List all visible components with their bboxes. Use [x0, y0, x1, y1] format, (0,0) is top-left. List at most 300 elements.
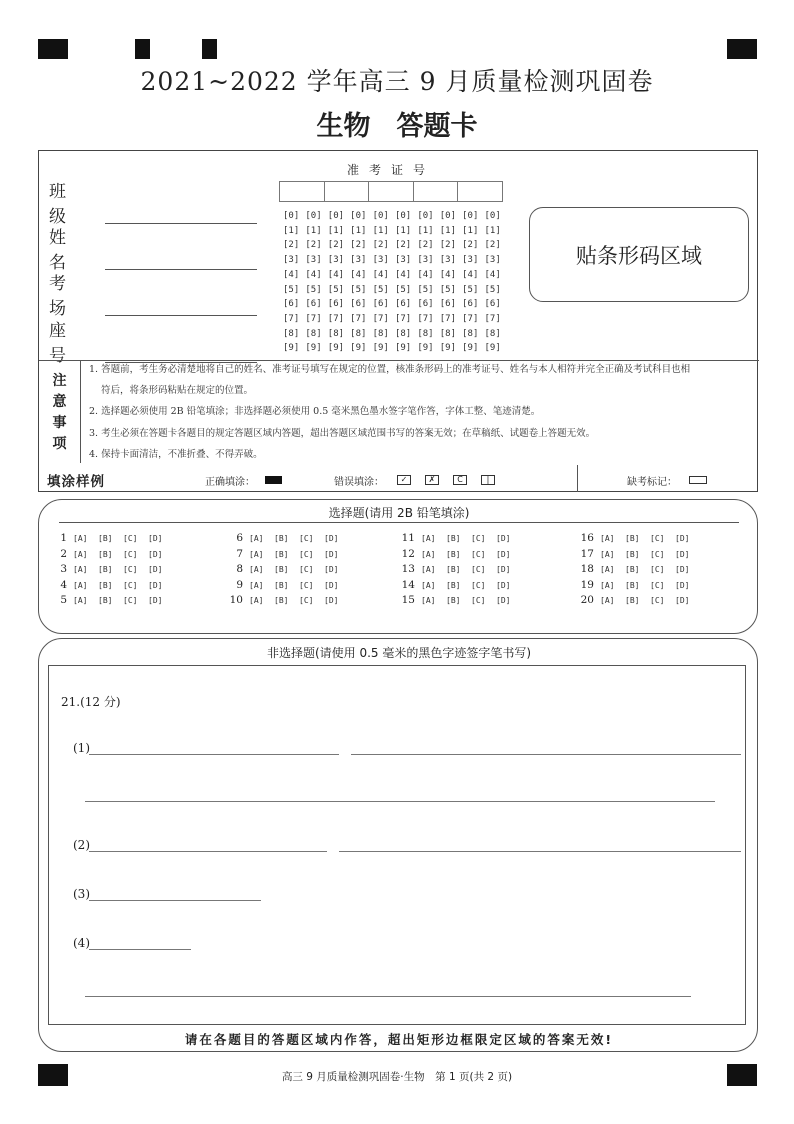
digit-bubble[interactable]: [4] — [283, 269, 300, 280]
name-label: 姓 名 — [49, 228, 87, 273]
digit-bubble[interactable]: [2] — [484, 240, 501, 251]
multiple-choice-title: 选择题(请用 2B 铅笔填涂) — [328, 506, 470, 520]
answer-bubble[interactable]: [B] — [98, 565, 113, 574]
digit-bubble[interactable]: [7] — [327, 313, 345, 324]
digit-bubble[interactable]: [3] — [484, 255, 501, 266]
answer-bubble[interactable]: [B] — [98, 596, 113, 605]
digit-bubble[interactable]: [8] — [372, 328, 389, 339]
question-number: 12 — [401, 547, 415, 560]
digit-bubble[interactable]: [9] — [394, 343, 412, 354]
digit-bubble[interactable]: [5] — [462, 284, 479, 295]
notice-item-4: 4. 保持卡面清洁，不准折叠、不得弄破。 — [89, 449, 263, 460]
answer-bubble[interactable]: [C] — [650, 565, 665, 574]
digit-bubble[interactable]: [4] — [462, 269, 479, 280]
digit-bubble[interactable]: [4] — [484, 269, 501, 280]
digit-bubble[interactable]: [3] — [327, 255, 345, 266]
digit-bubble[interactable]: [3] — [350, 255, 367, 266]
digit-row — [283, 238, 507, 253]
mc-question-row — [576, 593, 700, 609]
digit-bubble[interactable]: [5] — [283, 284, 300, 295]
ticket-cell[interactable] — [369, 182, 414, 201]
question-number: 10 — [229, 594, 243, 606]
digit-bubble[interactable]: [9] — [439, 343, 456, 354]
digit-bubble[interactable]: [2] — [394, 240, 412, 251]
digit-bubble[interactable]: [6] — [305, 299, 322, 310]
wrong-fill-partial: C — [453, 475, 467, 485]
digit-bubble[interactable]: [7] — [462, 313, 479, 324]
digit-bubble[interactable]: [2] — [350, 240, 367, 251]
digit-bubble[interactable]: [0] — [283, 211, 300, 221]
digit-bubble[interactable]: [8] — [439, 328, 456, 339]
question-number: 7 — [236, 547, 243, 560]
divider — [39, 360, 759, 361]
question-number: 13 — [401, 563, 415, 575]
mc-question-row — [397, 531, 521, 547]
answer-bubble[interactable]: [D] — [324, 580, 339, 590]
mc-question-row — [49, 593, 173, 609]
digit-bubble[interactable]: [5] — [484, 284, 501, 295]
multiple-choice-section — [38, 499, 758, 634]
digit-bubble[interactable]: [7] — [439, 313, 456, 324]
mc-question-row — [225, 547, 349, 563]
answer-bubble[interactable]: [C] — [123, 580, 138, 590]
digit-row — [283, 209, 507, 224]
digit-row — [283, 341, 507, 356]
digit-row — [283, 312, 507, 327]
answer-bubble[interactable]: [D] — [148, 565, 163, 574]
student-info-section — [38, 150, 758, 492]
mc-column-4 — [576, 531, 700, 609]
answer-bubble[interactable]: [B] — [98, 580, 113, 590]
digit-row — [283, 327, 507, 342]
page-footer: 高三 9 月质量检测巩固卷·生物 第 1 页(共 2 页) — [281, 1071, 513, 1083]
digit-bubble[interactable]: [0] — [462, 211, 479, 221]
ticket-cell[interactable] — [458, 182, 502, 201]
digit-bubble[interactable]: [3] — [305, 255, 322, 266]
mc-question-row — [225, 578, 349, 594]
answer-bubble[interactable]: [C] — [123, 565, 138, 574]
question-number: 9 — [236, 578, 243, 591]
answer-line[interactable] — [339, 851, 741, 852]
answer-bubble[interactable]: [B] — [446, 565, 461, 574]
part-1-label: (1) — [73, 741, 90, 755]
answer-bubble[interactable]: [D] — [496, 549, 511, 559]
answer-bubble[interactable]: [B] — [446, 596, 461, 605]
answer-line[interactable] — [89, 949, 191, 950]
answer-bubble[interactable]: [B] — [625, 565, 640, 574]
question-number: 5 — [60, 594, 67, 606]
digit-bubble[interactable]: [6] — [484, 299, 501, 310]
digit-row — [283, 253, 507, 268]
digit-bubble[interactable]: [1] — [372, 225, 389, 236]
notice-item-1: 1. 答题前，考生务必清楚地将自己的姓名、准考证号填写在规定的位置，核准条形码上的准考证号、姓名与本人相符并完全正确及考试科目也相 — [89, 364, 691, 375]
answer-bubble[interactable]: [D] — [675, 549, 690, 559]
answer-bubble[interactable]: [A] — [73, 549, 88, 559]
answer-bubble[interactable]: [C] — [123, 596, 138, 605]
digit-bubble[interactable]: [6] — [283, 299, 300, 310]
mc-question-row — [576, 547, 700, 563]
notice-label-char: 注 — [52, 373, 67, 389]
wrong-fill-check: ✓ — [397, 475, 411, 485]
answer-line[interactable] — [85, 801, 715, 802]
digit-bubble[interactable]: [6] — [394, 299, 412, 310]
answer-bubble[interactable]: [A] — [249, 596, 264, 605]
ticket-number-title: 准考证号 — [346, 163, 435, 177]
digit-bubble[interactable]: [2] — [439, 240, 456, 251]
digit-bubble[interactable]: [6] — [372, 299, 389, 310]
digit-bubble[interactable]: [0] — [372, 211, 389, 221]
answer-bubble[interactable]: [D] — [148, 534, 163, 543]
question-number: 11 — [401, 532, 415, 544]
answer-bubble[interactable]: [C] — [123, 534, 138, 543]
class-field[interactable] — [49, 177, 257, 227]
digit-bubble[interactable]: [1] — [394, 225, 412, 236]
digit-bubble[interactable]: [3] — [372, 255, 389, 266]
digit-bubble[interactable]: [9] — [462, 343, 479, 354]
digit-bubble[interactable]: [6] — [462, 299, 479, 310]
answer-bubble[interactable]: [B] — [446, 580, 461, 590]
ticket-cell[interactable] — [280, 182, 325, 201]
alignment-mark-top-left — [38, 39, 68, 59]
answer-bubble[interactable]: [A] — [73, 565, 88, 574]
ticket-cell[interactable] — [325, 182, 370, 201]
mc-question-row — [576, 562, 700, 578]
mc-question-row — [49, 578, 173, 594]
mc-column-1 — [49, 531, 173, 609]
digit-bubble[interactable]: [6] — [439, 299, 456, 310]
digit-bubble[interactable]: [8] — [417, 328, 434, 339]
digit-bubble[interactable]: [5] — [350, 284, 367, 295]
answer-bubble[interactable]: [D] — [496, 534, 511, 543]
answer-bubble[interactable]: [B] — [446, 549, 461, 559]
digit-bubble[interactable]: [9] — [283, 343, 300, 354]
answer-bubble[interactable]: [C] — [471, 534, 486, 543]
ticket-cell[interactable] — [414, 182, 459, 201]
barcode-area: 贴条形码区域 — [529, 207, 749, 302]
exam-title: 2021~2022 学年高三 9 月质量检测巩固卷 — [140, 67, 654, 96]
answer-line[interactable] — [85, 996, 691, 997]
answer-bubble[interactable]: [B] — [274, 565, 289, 574]
answer-bubble[interactable]: [A] — [600, 534, 615, 543]
answer-bubble[interactable]: [A] — [421, 549, 436, 559]
notice-item-3: 3. 考生必须在答题卡各题目的规定答题区域内答题，超出答题区域范围书写的答案无效；在草稿纸、试题卷上答题无效。 — [89, 428, 596, 439]
answer-bubble[interactable]: [D] — [324, 549, 339, 559]
answer-bubble[interactable]: [A] — [73, 596, 88, 605]
answer-bubble[interactable]: [D] — [148, 596, 163, 605]
part-3-label: (3) — [73, 887, 90, 901]
answer-bubble[interactable]: [A] — [249, 534, 264, 543]
digit-bubble[interactable]: [3] — [417, 255, 434, 266]
question-number: 2 — [60, 547, 67, 560]
digit-bubble[interactable]: [4] — [305, 269, 322, 280]
digit-row — [283, 283, 507, 298]
mc-question-row — [397, 578, 521, 594]
digit-bubble[interactable]: [3] — [462, 255, 479, 266]
digit-bubble[interactable]: [5] — [305, 284, 322, 295]
digit-bubble[interactable]: [8] — [305, 328, 322, 339]
subject-name: 生物 — [316, 111, 371, 142]
exam-room-line[interactable] — [105, 302, 257, 316]
answer-bubble[interactable]: [B] — [98, 534, 113, 543]
card-title — [0, 104, 794, 143]
seat-field[interactable] — [49, 316, 257, 366]
question-number: 8 — [236, 563, 243, 575]
question-number: 14 — [401, 578, 415, 591]
fill-example-title: 填涂样例 — [47, 474, 105, 490]
absent-mark-box[interactable] — [689, 476, 707, 484]
digit-bubble[interactable]: [9] — [372, 343, 389, 354]
answer-bubble[interactable]: [D] — [496, 596, 511, 605]
digit-bubble[interactable]: [0] — [327, 211, 345, 221]
alignment-mark-top-right — [727, 39, 757, 59]
answer-line[interactable] — [89, 900, 261, 901]
answer-bubble[interactable]: [A] — [73, 534, 88, 543]
notice-label-char: 事 — [52, 415, 67, 431]
answer-bubble[interactable]: [C] — [471, 565, 486, 574]
answer-bubble[interactable]: [D] — [496, 580, 511, 590]
digit-bubble[interactable]: [1] — [484, 225, 501, 236]
mc-question-row — [49, 562, 173, 578]
exam-room-label: 考 场 — [49, 274, 87, 319]
absent-label: 缺考标记： — [627, 477, 677, 488]
digit-bubble[interactable]: [7] — [484, 313, 501, 324]
answer-bubble[interactable]: [A] — [421, 565, 436, 574]
digit-bubble[interactable]: [7] — [417, 313, 434, 324]
digit-bubble[interactable]: [0] — [350, 211, 367, 221]
divider — [577, 465, 578, 492]
digit-bubble[interactable]: [2] — [372, 240, 389, 251]
mc-question-row — [225, 562, 349, 578]
digit-bubble[interactable]: [8] — [327, 328, 345, 339]
ticket-digit-grid[interactable] — [283, 209, 507, 356]
digit-bubble[interactable]: [8] — [462, 328, 479, 339]
digit-bubble[interactable]: [3] — [439, 255, 456, 266]
short-answer-section — [38, 638, 758, 1052]
digit-bubble[interactable]: [5] — [394, 284, 412, 295]
answer-bubble[interactable]: [C] — [650, 580, 665, 590]
mc-question-row — [397, 593, 521, 609]
mc-column-2 — [225, 531, 349, 609]
digit-bubble[interactable]: [0] — [305, 211, 322, 221]
notice-item-2: 2. 选择题必须使用 2B 铅笔填涂；非选择题必须使用 0.5 毫米黑色墨水签字笔作答，字体工整、笔迹清楚。 — [89, 406, 541, 417]
answer-bubble[interactable]: [B] — [274, 549, 289, 559]
answer-bubble[interactable]: [C] — [299, 549, 314, 559]
answer-bubble[interactable]: [A] — [73, 580, 88, 590]
digit-bubble[interactable]: [4] — [439, 269, 456, 280]
ticket-number-cells[interactable] — [279, 181, 503, 202]
mc-question-row — [397, 562, 521, 578]
notice-label — [39, 361, 81, 463]
digit-bubble[interactable]: [9] — [350, 343, 367, 354]
answer-bubble[interactable]: [C] — [299, 596, 314, 605]
answer-bubble[interactable]: [A] — [600, 596, 615, 605]
class-label: 班 级 — [49, 182, 87, 227]
digit-bubble[interactable]: [1] — [283, 225, 300, 236]
digit-bubble[interactable]: [7] — [283, 313, 300, 324]
short-answer-title: 非选择题(请使用 0.5 毫米的黑色字迹签字笔书写) — [266, 646, 532, 660]
digit-bubble[interactable]: [7] — [394, 313, 412, 324]
question-number: 19 — [580, 578, 594, 591]
digit-bubble[interactable]: [9] — [305, 343, 322, 354]
answer-bubble[interactable]: [A] — [421, 596, 436, 605]
answer-bubble[interactable]: [C] — [471, 549, 486, 559]
digit-bubble[interactable]: [8] — [350, 328, 367, 339]
answer-bubble[interactable]: [A] — [421, 534, 436, 543]
question-21-label: 21.(12 分) — [61, 695, 121, 709]
digit-bubble[interactable]: [2] — [462, 240, 479, 251]
mc-question-row — [49, 531, 173, 547]
digit-bubble[interactable]: [1] — [305, 225, 322, 236]
answer-bubble[interactable]: [C] — [471, 580, 486, 590]
question-number: 1 — [60, 532, 67, 544]
digit-bubble[interactable]: [4] — [372, 269, 389, 280]
answer-area-warning: 请在各题目的答题区域内作答，超出矩形边框限定区域的答案无效! — [184, 1032, 614, 1047]
digit-bubble[interactable]: [3] — [283, 255, 300, 266]
wrong-fill-cross: ✗ — [425, 475, 439, 485]
digit-bubble[interactable]: [0] — [439, 211, 456, 221]
digit-bubble[interactable]: [7] — [372, 313, 389, 324]
digit-bubble[interactable]: [2] — [283, 240, 300, 251]
digit-bubble[interactable]: [1] — [439, 225, 456, 236]
mc-question-row — [225, 531, 349, 547]
answer-bubble[interactable]: [B] — [274, 580, 289, 590]
answer-bubble[interactable]: [D] — [675, 534, 690, 543]
answer-bubble[interactable]: [C] — [299, 534, 314, 543]
digit-row — [283, 297, 507, 312]
class-line[interactable] — [105, 210, 257, 224]
answer-bubble[interactable]: [D] — [148, 549, 163, 559]
wrong-fill-line: | — [481, 475, 495, 485]
answer-bubble[interactable]: [D] — [496, 565, 511, 574]
digit-bubble[interactable]: [2] — [417, 240, 434, 251]
digit-bubble[interactable]: [8] — [283, 328, 300, 339]
digit-bubble[interactable]: [9] — [417, 343, 434, 354]
mc-column-3 — [397, 531, 521, 609]
part-2-label: (2) — [73, 838, 90, 852]
question-number: 4 — [60, 578, 67, 591]
answer-bubble[interactable]: [B] — [274, 534, 289, 543]
answer-bubble[interactable]: [B] — [274, 596, 289, 605]
answer-bubble[interactable]: [A] — [421, 580, 436, 590]
answer-bubble[interactable]: [B] — [446, 534, 461, 543]
answer-bubble[interactable]: [C] — [650, 596, 665, 605]
answer-bubble[interactable]: [D] — [675, 580, 690, 590]
digit-bubble[interactable]: [9] — [484, 343, 501, 354]
digit-bubble[interactable]: [5] — [372, 284, 389, 295]
digit-bubble[interactable]: [5] — [417, 284, 434, 295]
answer-bubble[interactable]: [D] — [324, 534, 339, 543]
answer-bubble[interactable]: [C] — [299, 580, 314, 590]
digit-bubble[interactable]: [1] — [417, 225, 434, 236]
mc-question-row — [225, 593, 349, 609]
digit-bubble[interactable]: [1] — [350, 225, 367, 236]
alignment-mark-top-3 — [202, 39, 217, 59]
answer-bubble[interactable]: [A] — [600, 549, 615, 559]
divider — [59, 522, 739, 523]
question-number: 16 — [580, 532, 594, 544]
card-label: 答题卡 — [396, 111, 478, 142]
seat-label: 座 号 — [49, 321, 87, 366]
correct-fill-label: 正确填涂： — [205, 477, 255, 488]
digit-bubble[interactable]: [0] — [394, 211, 412, 221]
question-number: 17 — [580, 547, 594, 560]
digit-bubble[interactable]: [6] — [327, 299, 345, 310]
digit-bubble[interactable]: [2] — [327, 240, 345, 251]
answer-bubble[interactable]: [A] — [249, 549, 264, 559]
mc-question-row — [576, 578, 700, 594]
digit-bubble[interactable]: [7] — [350, 313, 367, 324]
notice-label-char: 项 — [52, 436, 67, 452]
digit-bubble[interactable]: [8] — [394, 328, 412, 339]
answer-area[interactable] — [48, 665, 746, 1025]
answer-bubble[interactable]: [C] — [123, 549, 138, 559]
answer-bubble[interactable]: [D] — [148, 580, 163, 590]
digit-bubble[interactable]: [9] — [327, 343, 345, 354]
answer-bubble[interactable]: [C] — [650, 534, 665, 543]
answer-bubble[interactable]: [C] — [650, 549, 665, 559]
answer-bubble[interactable]: [A] — [600, 565, 615, 574]
digit-bubble[interactable]: [3] — [394, 255, 412, 266]
digit-bubble[interactable]: [1] — [462, 225, 479, 236]
name-line[interactable] — [105, 256, 257, 270]
answer-bubble[interactable]: [A] — [249, 580, 264, 590]
digit-bubble[interactable]: [4] — [350, 269, 367, 280]
notice-label-char: 意 — [52, 394, 67, 410]
digit-bubble[interactable]: [0] — [417, 211, 434, 221]
answer-line[interactable] — [89, 754, 339, 755]
question-number: 18 — [580, 563, 594, 575]
digit-bubble[interactable]: [0] — [484, 211, 501, 221]
digit-bubble[interactable]: [5] — [439, 284, 456, 295]
notice-item-1-cont: 符后，将条形码粘贴在规定的位置。 — [101, 385, 254, 396]
digit-bubble[interactable]: [4] — [327, 269, 345, 280]
answer-bubble[interactable]: [C] — [299, 565, 314, 574]
question-number: 3 — [60, 563, 67, 575]
digit-bubble[interactable]: [6] — [350, 299, 367, 310]
digit-bubble[interactable]: [8] — [484, 328, 501, 339]
digit-bubble[interactable]: [4] — [394, 269, 412, 280]
answer-line[interactable] — [351, 754, 741, 755]
wrong-fill-label: 错误填涂： — [334, 477, 384, 488]
digit-bubble[interactable]: [7] — [305, 313, 322, 324]
digit-bubble[interactable]: [6] — [417, 299, 434, 310]
answer-bubble[interactable]: [A] — [600, 580, 615, 590]
answer-bubble[interactable]: [B] — [98, 549, 113, 559]
answer-line[interactable] — [89, 851, 327, 852]
answer-bubble[interactable]: [C] — [471, 596, 486, 605]
answer-bubble[interactable]: [D] — [324, 565, 339, 574]
digit-bubble[interactable]: [1] — [327, 225, 345, 236]
mc-question-row — [397, 547, 521, 563]
answer-bubble[interactable]: [D] — [675, 596, 690, 605]
digit-bubble[interactable]: [4] — [417, 269, 434, 280]
answer-bubble[interactable]: [B] — [625, 549, 640, 559]
answer-bubble[interactable]: [D] — [675, 565, 690, 574]
alignment-mark-top-2 — [135, 39, 150, 59]
answer-bubble[interactable]: [A] — [249, 565, 264, 574]
part-4-label: (4) — [73, 936, 90, 950]
digit-bubble[interactable]: [5] — [327, 284, 345, 295]
answer-bubble[interactable]: [B] — [625, 580, 640, 590]
answer-bubble[interactable]: [B] — [625, 596, 640, 605]
answer-bubble[interactable]: [D] — [324, 596, 339, 605]
digit-bubble[interactable]: [2] — [305, 240, 322, 251]
answer-bubble[interactable]: [B] — [625, 534, 640, 543]
name-field[interactable] — [49, 223, 257, 273]
exam-room-field[interactable] — [49, 269, 257, 319]
question-number: 6 — [236, 532, 243, 544]
correct-fill-mark — [265, 476, 282, 484]
